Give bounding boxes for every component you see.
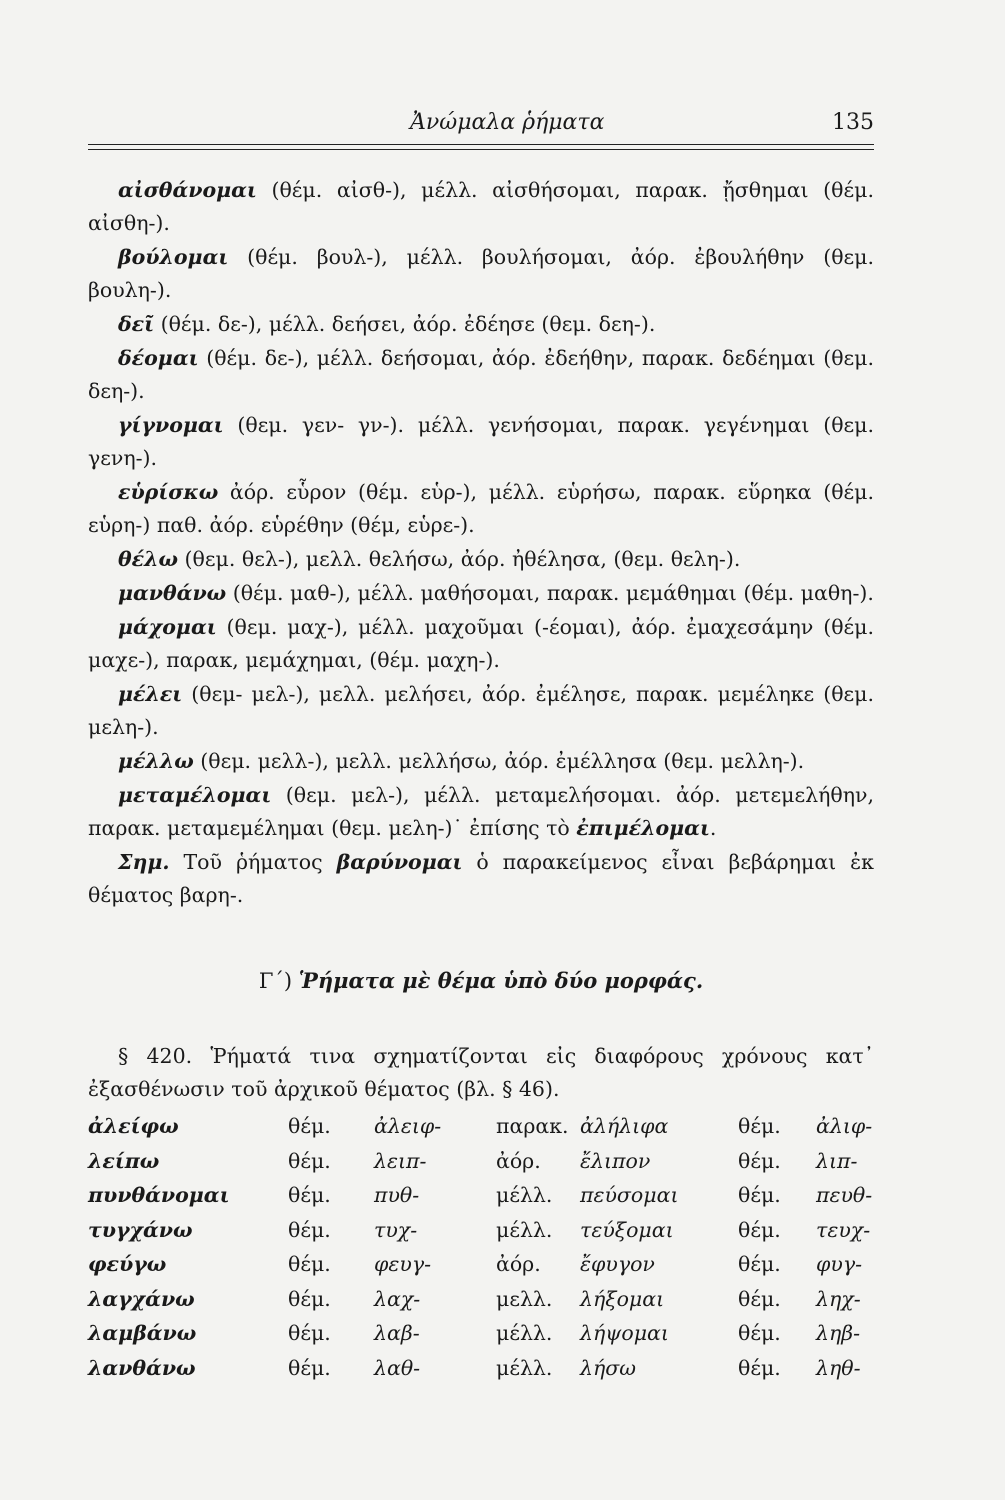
header-rule-top xyxy=(88,144,874,145)
verb: λανθάνω xyxy=(88,1355,196,1380)
secondary-stem: ληθ- xyxy=(816,1355,861,1380)
stem-label-2: θέμ. xyxy=(738,1183,781,1207)
stem-label: θέμ. xyxy=(288,1114,331,1138)
lemma: μέλει xyxy=(118,682,183,706)
verb: ἀλείφω xyxy=(88,1114,179,1138)
table-row xyxy=(88,1149,878,1184)
section-title: Ῥήματα μὲ θέμα ὑπὸ δύο μορφάς. xyxy=(298,968,704,993)
lemma: θέλω xyxy=(118,547,179,571)
primary-stem: φευγ- xyxy=(374,1252,431,1276)
stem-label: θέμ. xyxy=(288,1286,331,1311)
paragraph-420: § 420. Ῥήματά τινα σχηματίζονται εἰς διαφόρους χρόνους κατ᾽ ἐξασθένωσιν τοῦ ἀρχικοῦ θέματος (βλ. § 46). xyxy=(88,1044,874,1101)
entry-aisthanomai xyxy=(88,174,874,240)
entry-text: (θέμ. αἰσθ-), μέλλ. αἰσθήσομαι, παρακ. ᾔσθημαι (θέμ. αἰσθη-). xyxy=(88,178,874,235)
note-lemma: βαρύνομαι xyxy=(336,850,463,874)
section-heading xyxy=(88,968,874,993)
primary-stem: λειπ- xyxy=(374,1148,427,1173)
entry-machomai xyxy=(88,611,874,677)
tense-form: λήψομαι xyxy=(580,1321,669,1345)
stem-label-2: θέμ. xyxy=(738,1355,781,1380)
tense-form: ἔλιπον xyxy=(580,1148,651,1173)
primary-stem: ἀλειφ- xyxy=(374,1114,442,1138)
tense-form: πεύσομαι xyxy=(580,1183,679,1207)
entry-text: (θεμ. θελ-), μελλ. θελήσω, ἀόρ. ἠθέλησα, (θεμ. θελη-). xyxy=(178,547,741,571)
stem-label-2: θέμ. xyxy=(738,1252,781,1276)
tense: ἀόρ. xyxy=(496,1148,541,1173)
stem-label: θέμ. xyxy=(288,1252,331,1276)
lemma: αἰσθάνομαι xyxy=(118,178,257,202)
tense: μελλ. xyxy=(496,1286,553,1311)
tense: μέλλ. xyxy=(496,1217,553,1242)
note-paragraph xyxy=(88,846,874,912)
table-row xyxy=(88,1287,878,1322)
verb-entries xyxy=(88,174,874,913)
secondary-stem: ληχ- xyxy=(816,1286,861,1311)
stem-label: θέμ. xyxy=(288,1148,331,1173)
table-row xyxy=(88,1218,878,1253)
primary-stem: πυθ- xyxy=(374,1183,420,1207)
entry-text: (θεμ. γεν- γν-). μέλλ. γενήσομαι, παρακ. γεγένημαι (θεμ. γενη-). xyxy=(88,413,874,470)
secondary-stem: λιπ- xyxy=(816,1148,858,1173)
running-title: Ἀνώμαλα ῥήματα xyxy=(410,110,605,135)
lemma: δεῖ xyxy=(118,312,155,336)
entry-text: (θέμ. δε-), μέλλ. δεήσομαι, ἀόρ. ἐδεήθην, παρακ. δεδέημαι (θεμ. δεη-). xyxy=(88,346,874,403)
secondary-stem: ληβ- xyxy=(816,1321,861,1345)
lemma: μεταμέλομαι xyxy=(118,783,272,807)
page-number: 135 xyxy=(832,110,874,135)
entry-deomai xyxy=(88,342,874,408)
stem-label-2: θέμ. xyxy=(738,1114,781,1138)
section-prefix: Γ΄) xyxy=(258,969,299,993)
table-row xyxy=(88,1356,878,1391)
entry-boulomai xyxy=(88,241,874,307)
tense: μέλλ. xyxy=(496,1321,553,1345)
entry-text: (θεμ. μελλ-), μελλ. μελλήσω, ἀόρ. ἐμέλλησα (θεμ. μελλη-). xyxy=(193,749,805,773)
secondary-stem: τευχ- xyxy=(816,1217,871,1242)
entry-text: (θεμ. μαχ-), μέλλ. μαχοῦμαι (-έομαι), ἀόρ. ἐμαχεσάμην (θέμ. μαχε-), παρακ, μεμάχημαι, (θέμ. μαχη-). xyxy=(88,615,874,672)
lemma: μάχομαι xyxy=(118,615,217,639)
verb: λαμβάνω xyxy=(88,1321,197,1345)
tense-form: τεύξομαι xyxy=(580,1217,674,1242)
stem-label: θέμ. xyxy=(288,1355,331,1380)
note-text-2: ὁ παρακείμενος εἶναι βεβάρημαι ἐκ θέματος βαρη-. xyxy=(88,850,874,907)
tense-form: ἔφυγον xyxy=(580,1252,655,1276)
tense-form: λήξομαι xyxy=(580,1286,665,1311)
entry-mello xyxy=(88,745,874,778)
verb: λείπω xyxy=(88,1148,160,1173)
stem-label: θέμ. xyxy=(288,1217,331,1242)
stem-label-2: θέμ. xyxy=(738,1321,781,1345)
stem-label-2: θέμ. xyxy=(738,1286,781,1311)
tense: μέλλ. xyxy=(496,1183,553,1207)
entry-manthano xyxy=(88,577,874,610)
verb: φεύγω xyxy=(88,1252,167,1276)
entry-text: (θέμ. μαθ-), μέλλ. μαθήσομαι, παρακ. μεμάθημαι (θέμ. μαθη-). xyxy=(226,581,874,605)
entry-text: (θέμ. βουλ-), μέλλ. βουλήσομαι, ἀόρ. ἐβουλήθην (θεμ. βουλη-). xyxy=(88,245,874,302)
lemma: δέομαι xyxy=(118,346,199,370)
tense: ἀόρ. xyxy=(496,1252,541,1276)
primary-stem: λαβ- xyxy=(374,1321,420,1345)
lemma: εὑρίσκω xyxy=(118,480,219,504)
secondary-stem: ἀλιφ- xyxy=(816,1114,873,1138)
table-row xyxy=(88,1321,878,1356)
header-rule-bottom xyxy=(88,149,874,150)
entry-text: (θεμ- μελ-), μελλ. μελήσει, ἀόρ. ἐμέλησε, παρακ. μεμέληκε (θεμ. μελη-). xyxy=(88,682,874,739)
entry-text: (θεμ. μελ-), μέλλ. μεταμελήσομαι. ἀόρ. μετεμελήθην, παρακ. μεταμεμέλημαι (θεμ. μελη-)˙ ἐπίσης τὸ xyxy=(88,783,874,840)
entry-tail: . xyxy=(709,816,717,840)
lemma: γίγνομαι xyxy=(118,413,224,437)
verb: τυγχάνω xyxy=(88,1217,193,1242)
lemma: βούλομαι xyxy=(118,245,229,269)
page-header xyxy=(88,108,874,142)
secondary-stem: πευθ- xyxy=(816,1183,873,1207)
note-label: Σημ. xyxy=(118,850,170,874)
stem-label: θέμ. xyxy=(288,1321,331,1345)
primary-stem: λαθ- xyxy=(374,1355,421,1380)
tense: μέλλ. xyxy=(496,1355,553,1380)
table-row xyxy=(88,1114,878,1149)
stem-label-2: θέμ. xyxy=(738,1217,781,1242)
entry-heurisko xyxy=(88,476,874,542)
entry-text: (θέμ. δε-), μέλλ. δεήσει, ἀόρ. ἐδέησε (θεμ. δεη-). xyxy=(154,312,656,336)
secondary-stem: φυγ- xyxy=(816,1252,862,1276)
tail-lemma: ἐπιμέλομαι xyxy=(576,816,710,840)
entry-dei xyxy=(88,308,874,341)
stem-label: θέμ. xyxy=(288,1183,331,1207)
table-row xyxy=(88,1252,878,1287)
tense-form: ἀλήλιφα xyxy=(580,1114,669,1138)
verb: πυνθάνομαι xyxy=(88,1183,230,1207)
primary-stem: τυχ- xyxy=(374,1217,418,1242)
verb-stem-table xyxy=(88,1114,878,1390)
primary-stem: λαχ- xyxy=(374,1286,421,1311)
note-text: Τοῦ ῥήματος xyxy=(169,850,337,874)
stem-label-2: θέμ. xyxy=(738,1148,781,1173)
entry-metamelomai xyxy=(88,779,874,845)
table-row xyxy=(88,1183,878,1218)
tense: παρακ. xyxy=(496,1114,569,1138)
tense-form: λήσω xyxy=(580,1355,636,1380)
entry-gignomai xyxy=(88,409,874,475)
entry-text: ἀόρ. εὗρον (θέμ. εὑρ-), μέλλ. εὑρήσω, παρακ. εὕρηκα (θέμ. εὑρη-) παθ. ἀόρ. εὑρέθην (θέμ, εὑρε-). xyxy=(88,480,874,537)
verb: λαγχάνω xyxy=(88,1286,195,1311)
entry-thelo xyxy=(88,543,874,576)
lemma: μέλλω xyxy=(118,749,194,773)
lemma: μανθάνω xyxy=(118,581,227,605)
entry-melei xyxy=(88,678,874,744)
